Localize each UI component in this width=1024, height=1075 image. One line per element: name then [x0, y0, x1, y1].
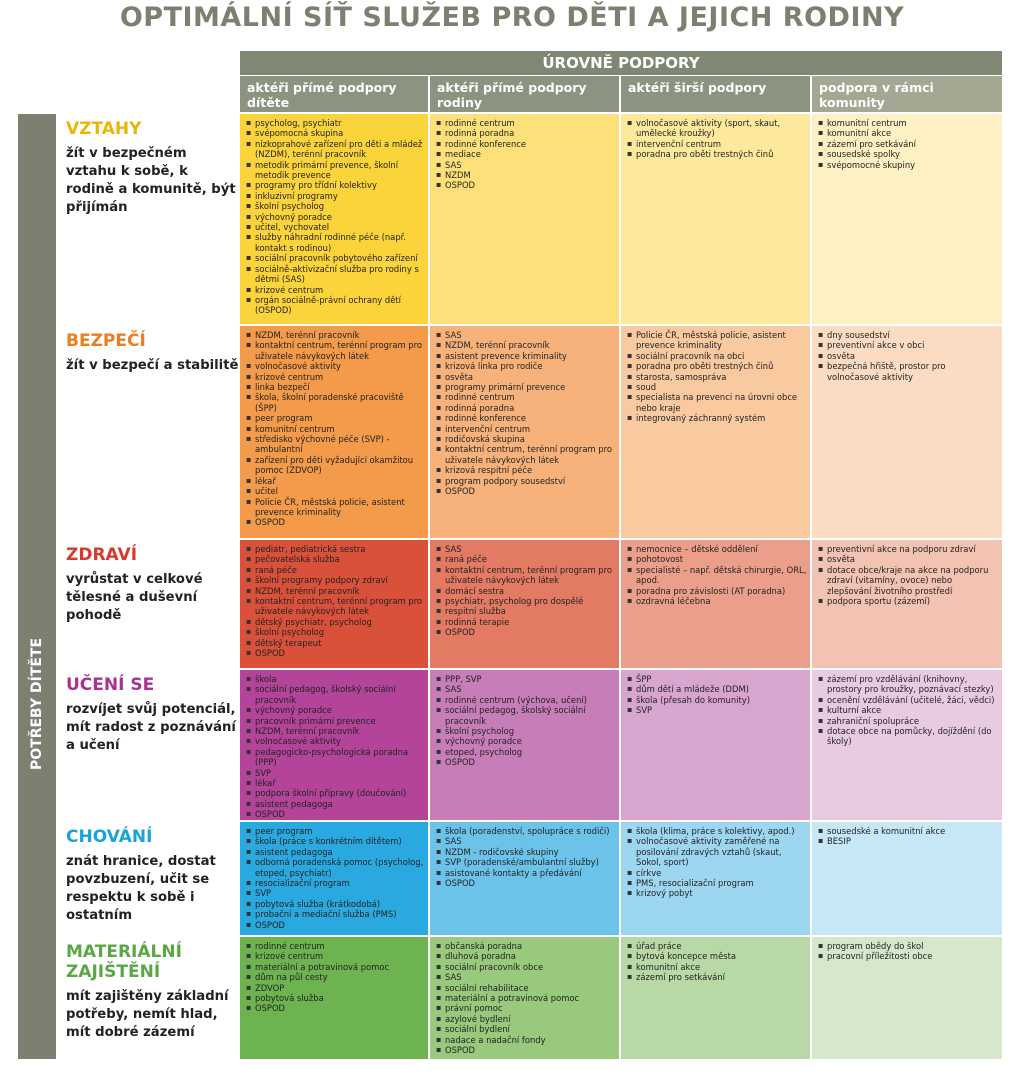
service-item: ▪ OSPOD [246, 648, 425, 658]
service-item: ▪ škola (práce s konkrétním dítětem) [246, 836, 425, 846]
service-item: ▪ školní psycholog [246, 627, 425, 637]
service-item: ▪ asistent prevence kriminality [436, 351, 616, 361]
service-item: ▪ volnočasové aktivity (sport, skaut, umělecké kroužky) [627, 118, 807, 139]
service-item: ▪ sociální pracovník obce [436, 962, 616, 972]
service-item: ▪ intervenční centrum [436, 424, 616, 434]
service-list [246, 330, 425, 528]
support-cell [430, 540, 619, 668]
service-list [818, 674, 999, 747]
service-item: ▪ SAS [436, 330, 616, 340]
needs-sidebar [18, 114, 56, 1059]
service-item: ▪ rodinné centrum [436, 118, 616, 128]
service-list [818, 544, 999, 606]
service-item: ▪ krizový pobyt [627, 888, 807, 898]
support-cell [240, 114, 428, 324]
service-item: ▪ PMS, resocializační program [627, 878, 807, 888]
need-description: mít zajištěny základní potřeby, nemít hlad, mít dobré zázemí [66, 989, 229, 1040]
service-item: ▪ SVP [246, 888, 425, 898]
service-item: ▪ preventivní akce v obci [818, 340, 999, 350]
service-item: ▪ krizová linka pro rodiče [436, 361, 616, 371]
need-row [56, 937, 1002, 1059]
service-item: ▪ NZDM, terénní pracovník [436, 340, 616, 350]
support-cell [430, 114, 619, 324]
service-item: ▪ ZDVOP [246, 983, 425, 993]
service-item: ▪ osvěta [818, 554, 999, 564]
support-cell [812, 114, 1002, 324]
service-item: ▪ volnočasové aktivity zaměřené na posilování zdravých vztahů (skaut, Sokol, sport) [627, 836, 807, 867]
support-cell [812, 540, 1002, 668]
service-item: ▪ rodinná terapie [436, 617, 616, 627]
service-item: ▪ metodik primární prevence, školní metodik prevence [246, 160, 425, 181]
need-description: rozvíjet svůj potenciál, mít radost z poznávání a učení [66, 702, 236, 753]
service-item: ▪ raná péče [436, 554, 616, 564]
service-item: ▪ nemocnice – dětské oddělení [627, 544, 807, 554]
service-list [627, 118, 807, 160]
service-item: ▪ škola (poradenství, spolupráce s rodiči) [436, 826, 616, 836]
service-item: ▪ soud [627, 382, 807, 392]
service-list [246, 118, 425, 316]
service-item: ▪ SAS [436, 160, 616, 170]
service-item: ▪ svépomocná skupina [246, 128, 425, 138]
service-item: ▪ pohotovost [627, 554, 807, 564]
service-item: ▪ zázemí pro setkávání [627, 972, 807, 982]
service-item: ▪ sociální pedagog, školský sociální pracovník [246, 684, 425, 705]
service-item: ▪ poradna pro závislosti (AT poradna) [627, 586, 807, 596]
service-item: ▪ pracovní příležitosti obce [818, 951, 999, 961]
service-list [246, 674, 425, 820]
service-list [436, 330, 616, 497]
service-item: ▪ škola (přesah do komunity) [627, 695, 807, 705]
service-item: ▪ komunitní centrum [818, 118, 999, 128]
service-item: ▪ krizové centrum [246, 372, 425, 382]
service-item: ▪ školní psycholog [436, 726, 616, 736]
service-item: ▪ raná péče [246, 565, 425, 575]
sidebar-label: POTŘEBY DÍTĚTE [29, 637, 45, 771]
service-item: ▪ Policie ČR, městská policie, asistent prevence kriminality [246, 497, 425, 518]
service-item: ▪ komunitní akce [818, 128, 999, 138]
service-item: ▪ SVP [246, 768, 425, 778]
column-header-family: aktéři přímé podpory rodiny [430, 76, 619, 112]
support-cell [621, 822, 810, 935]
need-cell [56, 540, 240, 668]
service-item: ▪ sociální rehabilitace [436, 983, 616, 993]
service-item: ▪ kontaktní centrum, terénní program pro uživatele návykových látek [436, 444, 616, 465]
support-cell [621, 540, 810, 668]
service-item: ▪ občanská poradna [436, 941, 616, 951]
column-header-community: podpora v rámci komunity [812, 76, 1002, 112]
service-item: ▪ kulturní akce [818, 705, 999, 715]
service-item: ▪ církve [627, 868, 807, 878]
service-item: ▪ krizová respitní péče [436, 465, 616, 475]
service-item: ▪ lékař [246, 476, 425, 486]
service-item: ▪ azylové bydlení [436, 1014, 616, 1024]
service-list [436, 118, 616, 191]
need-row [56, 670, 1002, 820]
service-item: ▪ OSPOD [246, 517, 425, 527]
service-item: ▪ inkluzivní programy [246, 191, 425, 201]
service-item: ▪ služby náhradní rodinné péče (např. kontakt s rodinou) [246, 232, 425, 253]
need-cell [56, 937, 240, 1059]
need-cell [56, 326, 240, 538]
need-description: žít v bezpečí a stabilitě [66, 358, 239, 373]
service-item: ▪ SVP (poradenské/ambulantní služby) [436, 857, 616, 867]
service-item: ▪ poradna pro oběti trestných činů [627, 361, 807, 371]
service-item: ▪ OSPOD [436, 1045, 616, 1055]
service-item: ▪ SVP [627, 705, 807, 715]
service-item: ▪ rodinná poradna [436, 403, 616, 413]
service-list [436, 544, 616, 638]
support-cell [621, 937, 810, 1059]
service-item: ▪ dotace obce na pomůcky, dojíždění (do školy) [818, 726, 999, 747]
service-item: ▪ SAS [436, 544, 616, 554]
service-item: ▪ učitel, vychovatel [246, 222, 425, 232]
service-item: ▪ pedagogicko-psychologická poradna (PPP) [246, 747, 425, 768]
support-cell [240, 822, 428, 935]
service-item: ▪ dotace obce/kraje na akce na podporu zdraví (vitamíny, ovoce) nebo zlepšování životního prostředí [818, 565, 999, 596]
support-cell [240, 540, 428, 668]
service-item: ▪ dům na půl cesty [246, 972, 425, 982]
service-item: ▪ rodinné centrum [436, 392, 616, 402]
service-item: ▪ SAS [436, 684, 616, 694]
service-item: ▪ zázemí pro vzdělávání (knihovny, prostory pro kroužky, poznávací stezky) [818, 674, 999, 695]
service-item: ▪ dny sousedství [818, 330, 999, 340]
service-item: ▪ školní psycholog [246, 201, 425, 211]
service-item: ▪ OSPOD [436, 627, 616, 637]
need-row [56, 822, 1002, 935]
need-description: znát hranice, dostat povzbuzení, učit se respektu k sobě i ostatním [66, 854, 216, 923]
service-list [818, 826, 999, 847]
service-item: ▪ program obědy do škol [818, 941, 999, 951]
service-list [246, 941, 425, 1014]
need-title: VZTAHY [66, 119, 142, 139]
service-item: ▪ zahraniční spolupráce [818, 716, 999, 726]
support-cell [812, 326, 1002, 538]
service-item: ▪ pobytová služba (krátkodobá) [246, 899, 425, 909]
service-item: ▪ materiální a potravinová pomoc [436, 993, 616, 1003]
service-list [818, 330, 999, 382]
service-item: ▪ OSPOD [436, 757, 616, 767]
need-description: žít v bezpečném vztahu k sobě, k rodině a komunitě, být přijímán [66, 146, 236, 215]
service-item: ▪ rodinné konference [436, 139, 616, 149]
service-item: ▪ dětský psychiatr, psycholog [246, 617, 425, 627]
service-item: ▪ PPP, SVP [436, 674, 616, 684]
service-item: ▪ materiální a potravinová pomoc [246, 962, 425, 972]
service-item: ▪ výchovný poradce [246, 705, 425, 715]
service-item: ▪ středisko výchovné péče (SVP) - ambulantní [246, 434, 425, 455]
page-title: OPTIMÁLNÍ SÍŤ SLUŽEB PRO DĚTI A JEJICH RODINY [119, 2, 905, 33]
service-item: ▪ pediatr, pediatrická sestra [246, 544, 425, 554]
service-item: ▪ respitní služba [436, 606, 616, 616]
service-item: ▪ odborná poradenská pomoc (psycholog, etoped, psychiatr) [246, 857, 425, 878]
service-item: ▪ škola (klima, práce s kolektivy, apod.) [627, 826, 807, 836]
service-item: ▪ starosta, samospráva [627, 372, 807, 382]
service-item: ▪ OSPOD [246, 809, 425, 819]
column-header-wider: aktéři širší podpory [621, 76, 810, 112]
service-item: ▪ NZDM [436, 170, 616, 180]
service-item: ▪ bytová koncepce města [627, 951, 807, 961]
support-cell [430, 670, 619, 820]
service-list [818, 941, 999, 962]
service-item: ▪ komunitní akce [627, 962, 807, 972]
service-item: ▪ bezpečná hřiště, prostor pro volnočasové aktivity [818, 361, 999, 382]
service-item: ▪ probační a mediační služba (PMS) [246, 909, 425, 919]
support-cell [812, 670, 1002, 820]
need-cell [56, 670, 240, 820]
need-title: UČENÍ SE [66, 675, 155, 695]
service-item: ▪ lékař [246, 778, 425, 788]
service-item: ▪ NZDM, terénní pracovník [246, 330, 425, 340]
service-item: ▪ rodinné centrum (výchova, učení) [436, 695, 616, 705]
service-item: ▪ intervenční centrum [627, 139, 807, 149]
service-item: ▪ BESIP [818, 836, 999, 846]
service-item: ▪ sociální pedagog, školský sociální pracovník [436, 705, 616, 726]
service-item: ▪ zařízení pro děti vyžadující okamžitou pomoc (ZDVOP) [246, 455, 425, 476]
service-item: ▪ asistent pedagoga [246, 799, 425, 809]
support-cell [621, 670, 810, 820]
service-item: ▪ krizové centrum [246, 951, 425, 961]
service-item: ▪ OSPOD [436, 486, 616, 496]
service-item: ▪ programy primární prevence [436, 382, 616, 392]
service-item: ▪ rodinné konference [436, 413, 616, 423]
support-cell [240, 937, 428, 1059]
service-item: ▪ NZDM, terénní pracovník [246, 726, 425, 736]
service-list [627, 330, 807, 424]
need-title: ZDRAVÍ [66, 545, 138, 565]
support-cell [240, 326, 428, 538]
service-item: ▪ nadace a nadační fondy [436, 1035, 616, 1045]
need-cell [56, 822, 240, 935]
service-item: ▪ psycholog, psychiatr [246, 118, 425, 128]
support-cell [430, 822, 619, 935]
service-item: ▪ učitel [246, 486, 425, 496]
need-row [56, 114, 1002, 324]
service-item: ▪ peer program [246, 413, 425, 423]
service-item: ▪ programy pro třídní kolektivy [246, 180, 425, 190]
service-list [436, 826, 616, 888]
service-list [436, 674, 616, 768]
need-title: BEZPEČÍ [66, 331, 146, 351]
service-item: ▪ kontaktní centrum, terénní program pro uživatele návykových látek [246, 340, 425, 361]
service-item: ▪ peer program [246, 826, 425, 836]
support-cell [240, 670, 428, 820]
service-item: ▪ krizové centrum [246, 285, 425, 295]
service-list [436, 941, 616, 1055]
service-list [627, 826, 807, 899]
column-header-child: aktéři přímé podpory dítěte [240, 76, 428, 112]
service-item: ▪ dluhová poradna [436, 951, 616, 961]
service-item: ▪ škola [246, 674, 425, 684]
service-item: ▪ nízkoprahové zařízení pro děti a mládež (NZDM), terénní pracovník [246, 139, 425, 160]
service-item: ▪ SAS [436, 836, 616, 846]
need-title: MATERIÁLNÍ ZAJIŠTĚNÍ [66, 942, 182, 982]
service-item: ▪ sousedské a komunitní akce [818, 826, 999, 836]
service-list [246, 544, 425, 658]
service-list [818, 118, 999, 170]
service-item: ▪ osvěta [818, 351, 999, 361]
service-item: ▪ kontaktní centrum, terénní program pro uživatele návykových látek [436, 565, 616, 586]
service-item: ▪ asistované kontakty a předávání [436, 868, 616, 878]
service-item: ▪ sociálně-aktivizační služba pro rodiny s dětmi (SAS) [246, 264, 425, 285]
need-title: CHOVÁNÍ [66, 827, 153, 847]
service-list [627, 544, 807, 606]
service-list [627, 941, 807, 983]
service-item: ▪ preventivní akce na podporu zdraví [818, 544, 999, 554]
service-item: ▪ psychiatr, psycholog pro dospělé [436, 596, 616, 606]
support-cell [812, 822, 1002, 935]
support-cell [621, 326, 810, 538]
need-row [56, 540, 1002, 668]
service-item: ▪ rodičovská skupina [436, 434, 616, 444]
service-item: ▪ sociální bydlení [436, 1024, 616, 1034]
service-item: ▪ sociální pracovník na obci [627, 351, 807, 361]
support-cell [812, 937, 1002, 1059]
service-item: ▪ etoped, psycholog [436, 747, 616, 757]
service-item: ▪ volnočasové aktivity [246, 736, 425, 746]
service-item: ▪ sociální pracovník pobytového zařízení [246, 253, 425, 263]
service-item: ▪ ozdravná léčebna [627, 596, 807, 606]
service-item: ▪ škola, školní poradenské pracoviště (ŠPP) [246, 392, 425, 413]
support-cell [621, 114, 810, 324]
support-cell [430, 937, 619, 1059]
service-item: ▪ dům dětí a mládeže (DDM) [627, 684, 807, 694]
service-item: ▪ specialisté – např. dětská chirurgie, ORL, apod. [627, 565, 807, 586]
service-item: ▪ OSPOD [246, 1003, 425, 1013]
service-item: ▪ dětský terapeut [246, 638, 425, 648]
service-item: ▪ OSPOD [246, 920, 425, 930]
service-item: ▪ podpora školní přípravy (doučování) [246, 788, 425, 798]
service-item: ▪ specialista na prevenci na úrovni obce nebo kraje [627, 392, 807, 413]
service-item: ▪ podpora sportu (zázemí) [818, 596, 999, 606]
service-item: ▪ integrovaný záchranný systém [627, 413, 807, 423]
need-description: vyrůstat v celkové tělesné a duševní pohodě [66, 572, 203, 623]
service-item: ▪ úřad práce [627, 941, 807, 951]
service-item: ▪ asistent pedagoga [246, 847, 425, 857]
service-item: ▪ pracovník primární prevence [246, 716, 425, 726]
service-item: ▪ ŠPP [627, 674, 807, 684]
service-item: ▪ osvěta [436, 372, 616, 382]
service-item: ▪ právní pomoc [436, 1003, 616, 1013]
service-item: ▪ Policie ČR, městská policie, asistent prevence kriminality [627, 330, 807, 351]
levels-header: ÚROVNĚ PODPORY [240, 51, 1002, 75]
service-item: ▪ orgán sociálně-právní ochrany dětí (OSPOD) [246, 295, 425, 316]
service-item: ▪ rodinná poradna [436, 128, 616, 138]
service-item: ▪ kontaktní centrum, terénní program pro uživatele návykových látek [246, 596, 425, 617]
service-list [246, 826, 425, 930]
service-item: ▪ domácí sestra [436, 586, 616, 596]
support-cell [430, 326, 619, 538]
service-item: ▪ volnočasové aktivity [246, 361, 425, 371]
service-item: ▪ rodinné centrum [246, 941, 425, 951]
service-list [627, 674, 807, 716]
service-item: ▪ poradna pro oběti trestných činů [627, 149, 807, 159]
service-item: ▪ pobytová služba [246, 993, 425, 1003]
service-item: ▪ výchovný poradce [436, 736, 616, 746]
service-item: ▪ ocenění vzdělávání (učitelé, žáci, vědci) [818, 695, 999, 705]
service-item: ▪ pečovatelská služba [246, 554, 425, 564]
service-item: ▪ svépomocné skupiny [818, 160, 999, 170]
need-cell [56, 114, 240, 324]
service-item: ▪ zázemí pro setkávání [818, 139, 999, 149]
service-item: ▪ sousedské spolky [818, 149, 999, 159]
service-item: ▪ školní programy podpory zdraví [246, 575, 425, 585]
service-item: ▪ OSPOD [436, 878, 616, 888]
service-item: ▪ program podpory sousedství [436, 476, 616, 486]
service-item: ▪ NZDM - rodičovské skupiny [436, 847, 616, 857]
need-row [56, 326, 1002, 538]
service-item: ▪ resocializační program [246, 878, 425, 888]
service-item: ▪ NZDM, terénní pracovník [246, 586, 425, 596]
service-item: ▪ výchovný poradce [246, 212, 425, 222]
service-item: ▪ SAS [436, 972, 616, 982]
service-item: ▪ OSPOD [436, 180, 616, 190]
service-item: ▪ linka bezpečí [246, 382, 425, 392]
service-item: ▪ komunitní centrum [246, 424, 425, 434]
service-item: ▪ mediace [436, 149, 616, 159]
